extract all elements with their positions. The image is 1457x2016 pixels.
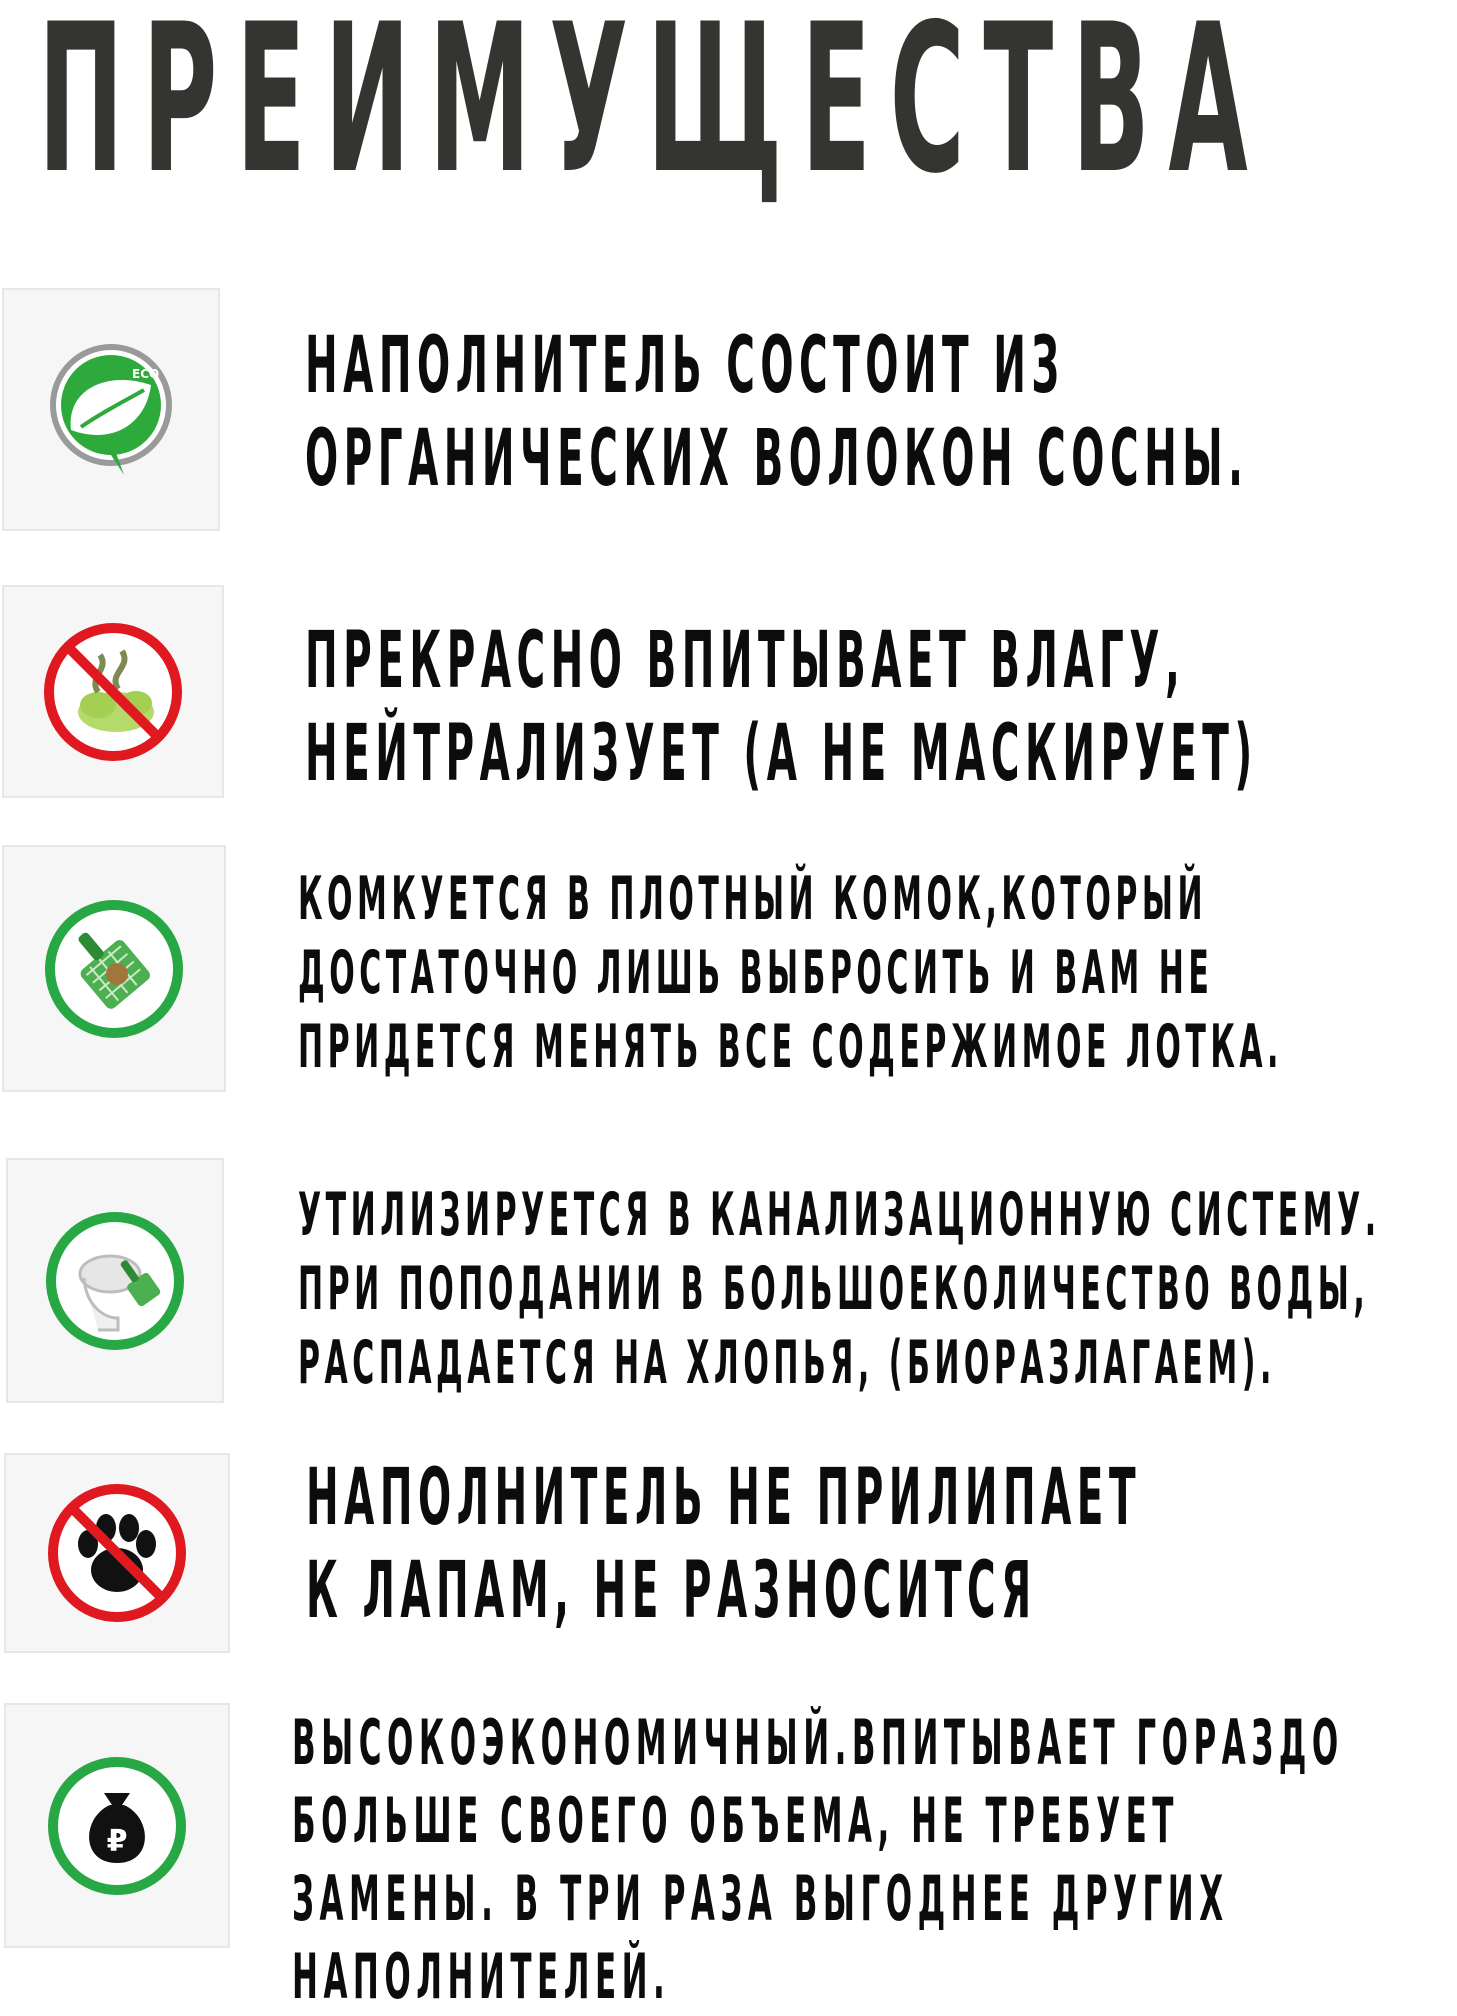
- feature-text-flush: [298, 1178, 1381, 1400]
- feature-line: НАПОЛНИТЕЛЬ СОСТОИТ ИЗ: [305, 321, 1065, 411]
- svg-text:ECO: ECO: [132, 366, 160, 381]
- feature-line: ПРЕКРАСНО ВПИТЫВАЕТ ВЛАГУ,: [305, 616, 1186, 706]
- feature-icon-card-scoop: [2, 845, 226, 1092]
- feature-icon-card-toilet: [6, 1158, 224, 1403]
- feature-line: ПРИ ПОПОДАНИИ В БОЛЬШОЕКОЛИЧЕСТВО ВОДЫ,: [298, 1254, 1370, 1324]
- feature-line: К ЛАПАМ, НЕ РАЗНОСИТСЯ: [306, 1546, 1037, 1636]
- svg-text:₽: ₽: [106, 1823, 128, 1859]
- feature-line: ОРГАНИЧЕСКИХ ВОЛОКОН СОСНЫ.: [305, 414, 1249, 504]
- feature-line: НАПОЛНИТЕЛЬ НЕ ПРИЛИПАЕТ: [306, 1453, 1142, 1543]
- feature-text-absorb: [305, 615, 1258, 801]
- feature-icon-card-odor: [2, 585, 224, 798]
- feature-text-economy: [292, 1704, 1344, 2016]
- litter-scoop-icon: [39, 894, 189, 1044]
- no-paw-icon: [42, 1478, 192, 1628]
- feature-line: ДОСТАТОЧНО ЛИШЬ ВЫБРОСИТЬ И ВАМ НЕ: [298, 938, 1214, 1008]
- feature-line: УТИЛИЗИРУЕТСЯ В КАНАЛИЗАЦИОННУЮ СИСТЕМУ.: [298, 1180, 1381, 1250]
- feature-text-clumps: [298, 862, 1283, 1084]
- feature-icon-card-eco: [2, 288, 220, 531]
- feature-text-organic: [305, 320, 1248, 506]
- feature-line: РАСПАДАЕТСЯ НА ХЛОПЬЯ, (БИОРАЗЛАГАЕМ).: [298, 1328, 1276, 1398]
- feature-line: НАПОЛНИТЕЛЕЙ.: [292, 1940, 671, 2013]
- page-title: ПРЕИМУЩЕСТВА: [38, 0, 1267, 219]
- toilet-flush-icon: [40, 1206, 190, 1356]
- feature-line: ЗАМЕНЫ. В ТРИ РАЗА ВЫГОДНЕЕ ДРУГИХ: [292, 1862, 1229, 1935]
- feature-line: ПРИДЕТСЯ МЕНЯТЬ ВСЕ СОДЕРЖИМОЕ ЛОТКА.: [298, 1012, 1283, 1082]
- feature-line: ВЫСОКОЭКОНОМИЧНЫЙ.ВПИТЫВАЕТ ГОРАЗДО: [292, 1706, 1344, 1779]
- feature-line: НЕЙТРАЛИЗУЕТ (А НЕ МАСКИРУЕТ): [305, 709, 1258, 799]
- eco-leaf-icon: [36, 335, 186, 485]
- feature-line: БОЛЬШЕ СВОЕГО ОБЪЕМА, НЕ ТРЕБУЕТ: [292, 1784, 1179, 1857]
- money-bag-icon: [42, 1751, 192, 1901]
- feature-icon-card-paw: [4, 1453, 230, 1653]
- no-odor-icon: [38, 617, 188, 767]
- feature-text-paws: [306, 1452, 1141, 1638]
- feature-icon-card-money: [4, 1703, 230, 1948]
- feature-line: КОМКУЕТСЯ В ПЛОТНЫЙ КОМОК,КОТОРЫЙ: [298, 864, 1208, 934]
